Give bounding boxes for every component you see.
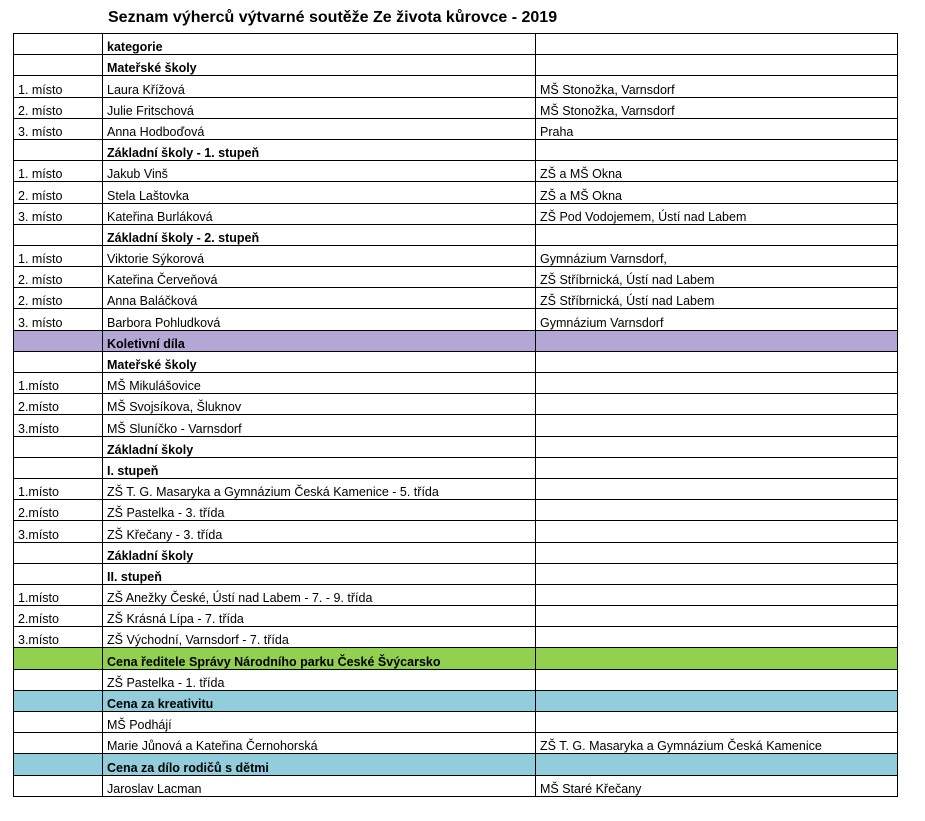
- winner-row: [14, 245, 898, 266]
- school-cell: [536, 394, 898, 415]
- school-cell: [536, 55, 898, 76]
- category-name-cell: Mateřské školy: [103, 55, 536, 76]
- winner-row: [14, 627, 898, 648]
- winner-name-cell: ZŠ Pastelka - 3. třída: [103, 500, 536, 521]
- place-cell: [14, 648, 103, 669]
- category-name-cell: II. stupeň: [103, 563, 536, 584]
- place-cell: 1.místo: [14, 478, 103, 499]
- winner-row: [14, 584, 898, 605]
- winner-row: [14, 415, 898, 436]
- place-cell: 3. místo: [14, 309, 103, 330]
- school-cell: [536, 712, 898, 733]
- place-cell: [14, 712, 103, 733]
- place-cell: [14, 775, 103, 796]
- winner-name-cell: ZŠ Anežky České, Ústí nad Labem - 7. - 9. třída: [103, 584, 536, 605]
- place-cell: [14, 754, 103, 775]
- school-cell: ZŠ Pod Vodojemem, Ústí nad Labem: [536, 203, 898, 224]
- school-cell: [536, 373, 898, 394]
- category-name-cell: kategorie: [103, 34, 536, 55]
- page-title: Seznam výherců výtvarné soutěže Ze života kůrovce - 2019: [108, 9, 558, 26]
- winner-row: [14, 606, 898, 627]
- place-cell: 2. místo: [14, 288, 103, 309]
- place-cell: [14, 330, 103, 351]
- winner-row: [14, 775, 898, 796]
- place-cell: [14, 55, 103, 76]
- category-name-cell: Základní školy: [103, 542, 536, 563]
- winner-name-cell: Laura Křížová: [103, 76, 536, 97]
- winner-row: [14, 76, 898, 97]
- school-cell: ZŠ a MŠ Okna: [536, 161, 898, 182]
- category-row: [14, 55, 898, 76]
- school-cell: [536, 606, 898, 627]
- school-cell: Gymnázium Varnsdorf,: [536, 245, 898, 266]
- place-cell: 2.místo: [14, 394, 103, 415]
- school-cell: MŠ Stonožka, Varnsdorf: [536, 76, 898, 97]
- winner-name-cell: MŠ Podhájí: [103, 712, 536, 733]
- category-name-cell: Cena ředitele Správy Národního parku České Švýcarsko: [103, 648, 536, 669]
- winner-name-cell: ZŠ Krásná Lípa - 7. třída: [103, 606, 536, 627]
- place-cell: 2.místo: [14, 606, 103, 627]
- school-cell: [536, 415, 898, 436]
- place-cell: 3.místo: [14, 627, 103, 648]
- winners-table-body: [14, 34, 898, 797]
- place-cell: 1. místo: [14, 161, 103, 182]
- category-row: [14, 351, 898, 372]
- category-name-cell: Cena za dílo rodičů s dětmi: [103, 754, 536, 775]
- category-name-cell: Základní školy: [103, 436, 536, 457]
- place-cell: [14, 690, 103, 711]
- category-name-cell: Základní školy - 1. stupeň: [103, 139, 536, 160]
- winner-name-cell: MŠ Sluníčko - Varnsdorf: [103, 415, 536, 436]
- winner-name-cell: ZŠ T. G. Masaryka a Gymnázium Česká Kamenice - 5. třída: [103, 478, 536, 499]
- school-cell: [536, 627, 898, 648]
- category-row: [14, 436, 898, 457]
- school-cell: [536, 669, 898, 690]
- place-cell: 2. místo: [14, 182, 103, 203]
- winner-name-cell: ZŠ Pastelka - 1. třída: [103, 669, 536, 690]
- school-cell: ZŠ Stříbrnická, Ústí nad Labem: [536, 267, 898, 288]
- category-row: [14, 563, 898, 584]
- category-row: [14, 542, 898, 563]
- winner-row: [14, 373, 898, 394]
- place-cell: [14, 139, 103, 160]
- category-row: [14, 34, 898, 55]
- place-cell: [14, 669, 103, 690]
- place-cell: 3. místo: [14, 203, 103, 224]
- winner-name-cell: Anna Baláčková: [103, 288, 536, 309]
- winner-row: [14, 97, 898, 118]
- place-cell: 1. místo: [14, 76, 103, 97]
- winner-name-cell: Stela Laštovka: [103, 182, 536, 203]
- winner-name-cell: Barbora Pohludková: [103, 309, 536, 330]
- school-cell: [536, 34, 898, 55]
- school-cell: MŠ Stonožka, Varnsdorf: [536, 97, 898, 118]
- school-cell: [536, 478, 898, 499]
- place-cell: 1.místo: [14, 584, 103, 605]
- place-cell: 1.místo: [14, 373, 103, 394]
- winner-name-cell: Marie Jůnová a Kateřina Černohorská: [103, 733, 536, 754]
- category-row: [14, 754, 898, 775]
- place-cell: [14, 436, 103, 457]
- school-cell: [536, 754, 898, 775]
- school-cell: Gymnázium Varnsdorf: [536, 309, 898, 330]
- place-cell: [14, 34, 103, 55]
- winner-name-cell: ZŠ Křečany - 3. třída: [103, 521, 536, 542]
- school-cell: [536, 542, 898, 563]
- school-cell: [536, 563, 898, 584]
- school-cell: [536, 224, 898, 245]
- school-cell: [536, 139, 898, 160]
- winner-name-cell: MŠ Mikulášovice: [103, 373, 536, 394]
- place-cell: [14, 542, 103, 563]
- place-cell: [14, 224, 103, 245]
- school-cell: [536, 436, 898, 457]
- winner-row: [14, 309, 898, 330]
- winner-name-cell: MŠ Svojsíkova, Šluknov: [103, 394, 536, 415]
- school-cell: [536, 521, 898, 542]
- place-cell: 2. místo: [14, 267, 103, 288]
- winner-name-cell: Kateřina Červeňová: [103, 267, 536, 288]
- winners-table: [13, 33, 898, 797]
- category-row: [14, 457, 898, 478]
- category-row: [14, 648, 898, 669]
- winner-name-cell: Jakub Vinš: [103, 161, 536, 182]
- place-cell: [14, 457, 103, 478]
- school-cell: Praha: [536, 118, 898, 139]
- category-row: [14, 139, 898, 160]
- school-cell: ZŠ T. G. Masaryka a Gymnázium Česká Kamenice: [536, 733, 898, 754]
- place-cell: 1. místo: [14, 245, 103, 266]
- winner-row: [14, 478, 898, 499]
- winner-row: [14, 182, 898, 203]
- category-name-cell: Cena za kreativitu: [103, 690, 536, 711]
- winner-name-cell: Anna Hodboďová: [103, 118, 536, 139]
- school-cell: [536, 500, 898, 521]
- category-name-cell: I. stupeň: [103, 457, 536, 478]
- place-cell: [14, 351, 103, 372]
- winner-row: [14, 733, 898, 754]
- school-cell: [536, 351, 898, 372]
- place-cell: 2. místo: [14, 97, 103, 118]
- place-cell: 3. místo: [14, 118, 103, 139]
- winner-name-cell: Viktorie Sýkorová: [103, 245, 536, 266]
- school-cell: [536, 457, 898, 478]
- winner-row: [14, 161, 898, 182]
- school-cell: [536, 330, 898, 351]
- winner-row: [14, 203, 898, 224]
- winner-row: [14, 288, 898, 309]
- place-cell: 2.místo: [14, 500, 103, 521]
- place-cell: 3.místo: [14, 521, 103, 542]
- category-row: [14, 690, 898, 711]
- winner-row: [14, 712, 898, 733]
- place-cell: [14, 563, 103, 584]
- winner-row: [14, 669, 898, 690]
- category-name-cell: Koletivní díla: [103, 330, 536, 351]
- winner-row: [14, 118, 898, 139]
- winner-name-cell: Jaroslav Lacman: [103, 775, 536, 796]
- school-cell: ZŠ a MŠ Okna: [536, 182, 898, 203]
- category-row: [14, 224, 898, 245]
- school-cell: MŠ Staré Křečany: [536, 775, 898, 796]
- winner-row: [14, 267, 898, 288]
- place-cell: 3.místo: [14, 415, 103, 436]
- category-name-cell: Mateřské školy: [103, 351, 536, 372]
- school-cell: [536, 584, 898, 605]
- winner-name-cell: ZŠ Východní, Varnsdorf - 7. třída: [103, 627, 536, 648]
- winner-row: [14, 394, 898, 415]
- place-cell: [14, 733, 103, 754]
- category-name-cell: Základní školy - 2. stupeň: [103, 224, 536, 245]
- winner-row: [14, 521, 898, 542]
- school-cell: [536, 690, 898, 711]
- category-row: [14, 330, 898, 351]
- school-cell: [536, 648, 898, 669]
- winner-name-cell: Kateřina Burláková: [103, 203, 536, 224]
- winner-row: [14, 500, 898, 521]
- school-cell: ZŠ Stříbrnická, Ústí nad Labem: [536, 288, 898, 309]
- winner-name-cell: Julie Fritschová: [103, 97, 536, 118]
